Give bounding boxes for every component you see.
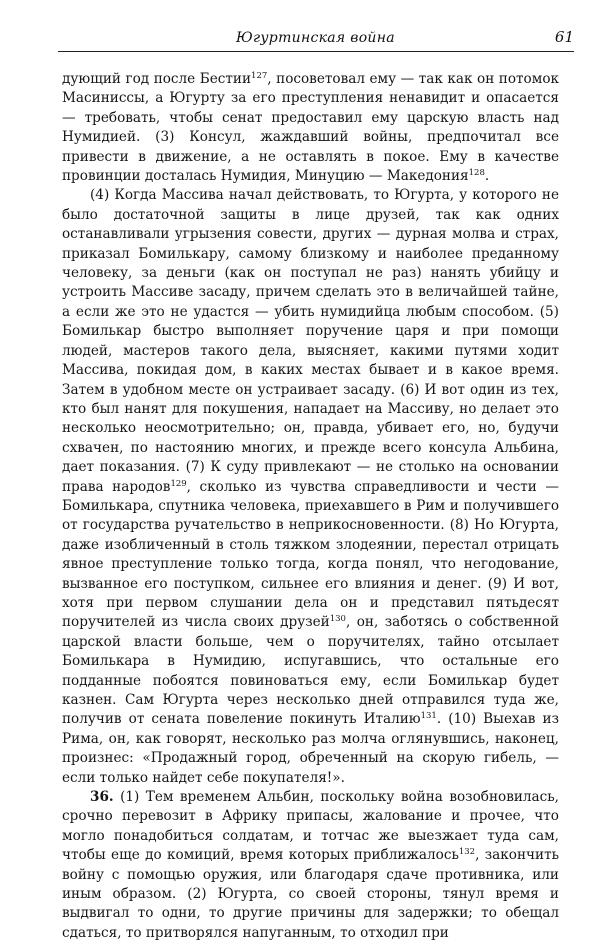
running-title: Югуртинская война (236, 30, 395, 46)
text-run: , он, заботясь о собственной царской власти больше, чем о поручителях, тайно отсылает Бомилькара в Нумидию, испугавшись, что остальные его подданные побоятся повиноваться ему, если Бомилькар будет казнен. Сам Югурта через несколько дней отправился туда же, получив от сената повеление покинуть Италию (62, 614, 559, 728)
text-run: , закончить войну с помощью оружия, или благодаря сдаче противника, или иным образом. (2) Югурта, со своей стороны, тянул время и выдвигал то одни, то другие причины для задержки; то обещал сдаться, то притворялся напуганным, то отходил при (62, 847, 559, 941)
text-run: (1) Тем временем Альбин, поскольку война возобновилась, срочно перевозит в Африку припасы, жалование и прочее, что могло понадобиться солдатам, и тотчас же выезжает туда сам, чтобы еще до комиций, время которых приближалось (62, 789, 559, 864)
header-rule (58, 51, 574, 52)
footnote-ref[interactable]: 131 (420, 711, 437, 722)
footnote-ref[interactable]: 127 (251, 71, 268, 81)
text-run: , сколько из чувства справедливости и чести — Бомилькара, спутника человека, приехавшего в Рим и получившего от государства ручательство в неприкосновенности. (8) Но Югурта, даже изобличенный в столь тяжком злодеянии, перестал отрицать явное преступление только тогда, когда понял, что негодование, вызванное его поступком, сильнее его влияния и денег. (9) И вот, хотя при первом слушании дела он и представил пятьдесят поручителей из числа своих друзей (62, 478, 559, 631)
footnote-ref[interactable]: 130 (329, 614, 346, 625)
footnote-ref[interactable]: 132 (458, 847, 476, 858)
text-run: . (10) Выехав из Рима, он, как говорят, несколько раз молча оглянувшись, наконец, произнес: «Продажный город, обреченный на скорую гибель, — если только найдет себе покупателя!». (62, 711, 559, 786)
running-header (58, 24, 574, 54)
chapter-number: 36. (90, 789, 114, 806)
paragraph (62, 186, 559, 788)
page-number: 61 (554, 28, 574, 46)
text-run: . (484, 168, 490, 185)
text-run: (4) Когда Массива начал действовать, то Югурта, у которого не было достаточной защиты в лице друзей, так как одних останавливали угрызения совести, других — дурная молва и страх, приказал Бомилькару, самому близкому и наиболее преданному человеку, за деньги (как он поступал не раз) нанять убийцу и устроить Массиве засаду, причем сделать это в величайшей тайне, а если же это не удастся — убить нумидийца любым способом. (5) Бомилькар быстро выполняет поручение царя и при помощи людей, мастеров такого дела, выясняет, какими путями ходит Массива, покидая дом, в каких местах бывает и в какое время. Затем в удобном месте он устраивает засаду. (6) И вот один из тех, кто был нанят для покушения, нападает на Массиву, но делает это несколько неосмотрительно; он, правда, убивает его, но, будучи схвачен, по настоянию многих, и прежде всего консула Альбина, дает показания. (7) К суду привлекают — не столько на основании права народов (62, 187, 559, 495)
body-text (62, 70, 559, 943)
chapter-paragraph (62, 788, 559, 943)
paragraph (62, 70, 559, 186)
text-run: дующий год после Бестии (62, 71, 252, 87)
text-run: , посоветовал ему — так как он потомок Масиниссы, а Югурту за его преступления ненавидит и опасается — требовать, чтобы сенат предоставил ему царскую власть над Нумидией. (3) Консул, жаждавший войны, предпочитал все привести в движение, а не оставлять в покое. Ему в качестве провинции досталась Нумидия, Минуцию — Македония (62, 71, 559, 185)
footnote-ref[interactable]: 128 (468, 168, 485, 179)
footnote-ref[interactable]: 129 (170, 478, 187, 489)
